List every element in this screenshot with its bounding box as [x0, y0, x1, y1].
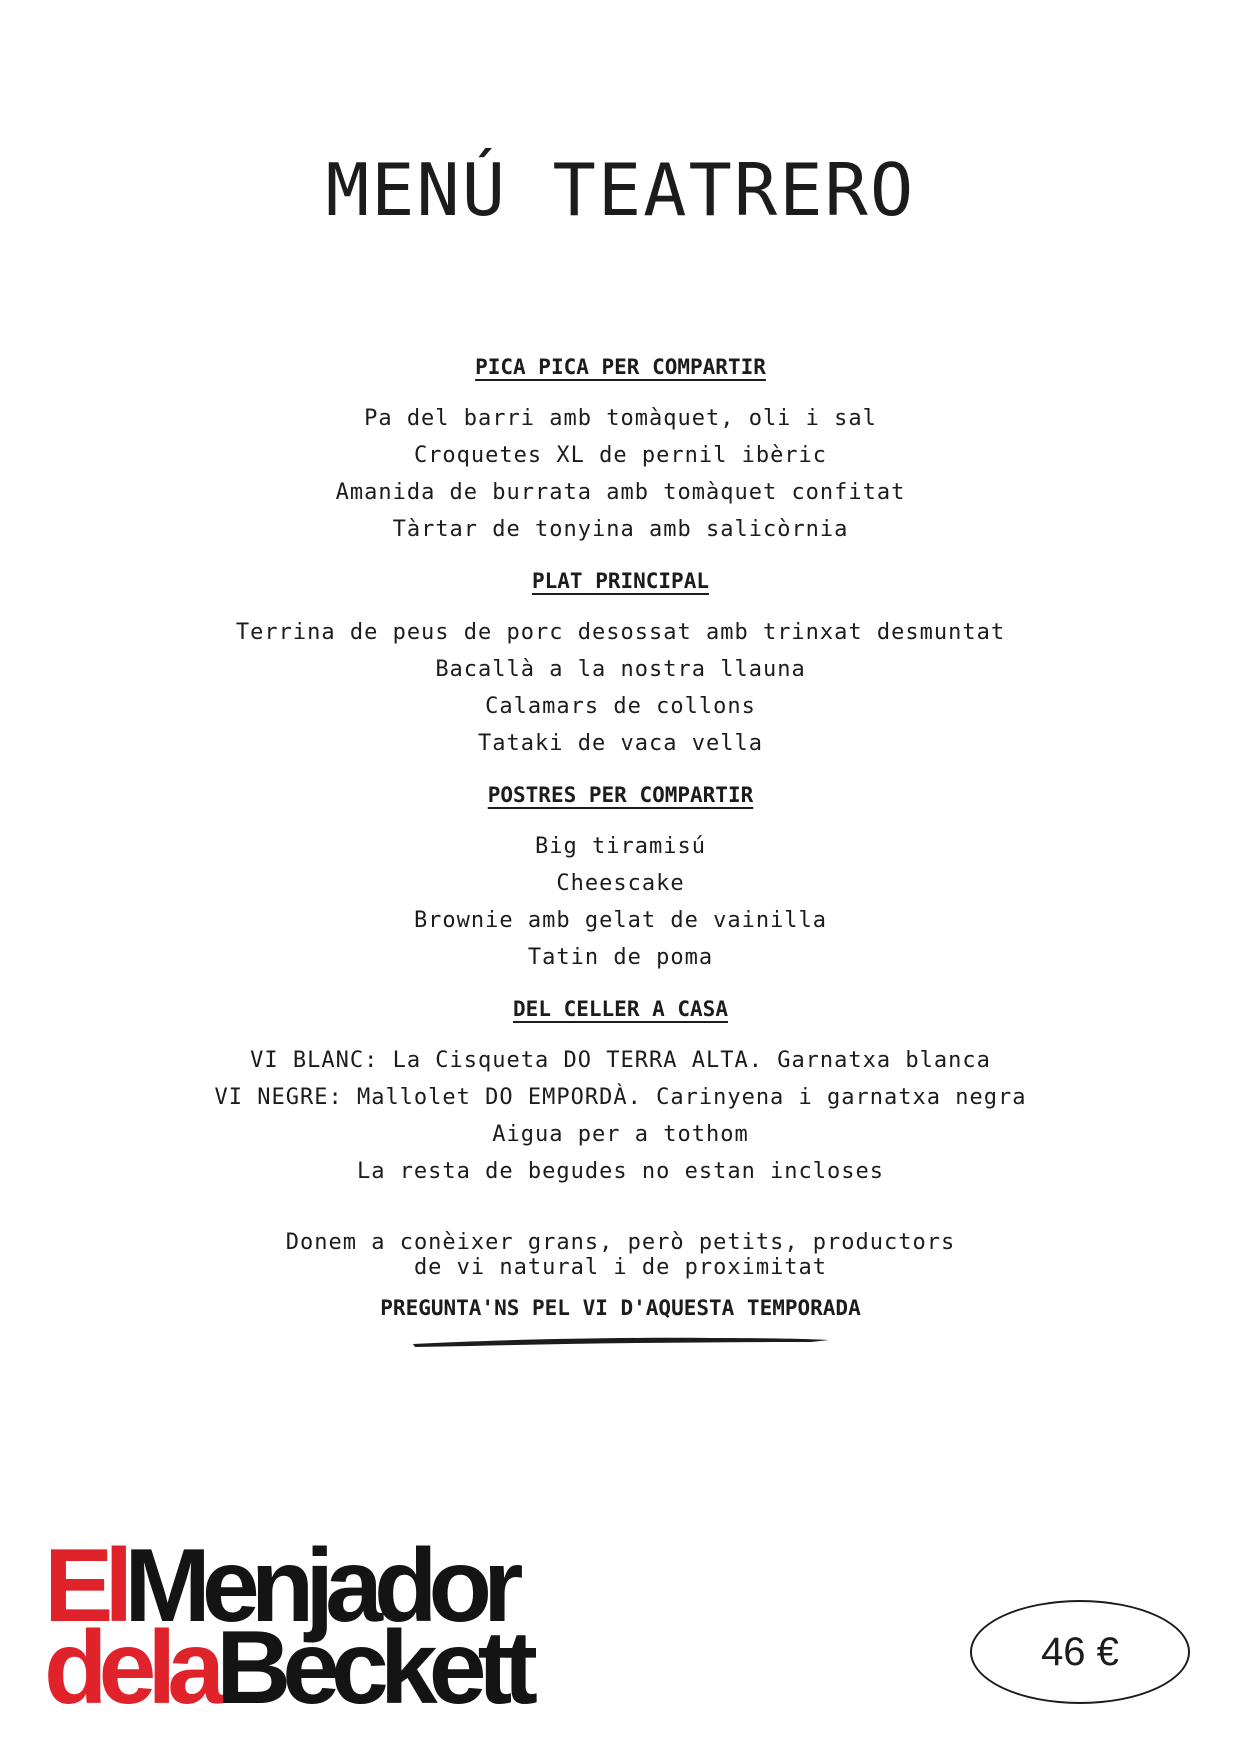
menu-item: Amanida de burrata amb tomàquet confitat: [335, 480, 906, 505]
section-items: [0, 1042, 1241, 1190]
price-value: 46 €: [1041, 1629, 1119, 1674]
section-heading: PLAT PRINCIPAL: [531, 569, 709, 593]
section-items: [0, 400, 1241, 548]
section-celler: [0, 994, 1241, 1190]
menu-item: VI NEGRE: Mallolet DO EMPORDÀ. Carinyena i garnatxa negra: [214, 1085, 1027, 1110]
section-heading: PICA PICA PER COMPARTIR: [475, 355, 766, 379]
wine-note-line: de vi natural i de proximitat: [413, 1255, 828, 1280]
menu-body: [0, 352, 1241, 1348]
menu-item: Bacallà a la nostra llauna: [435, 657, 806, 682]
logo-text-beckett: Beckett: [216, 1610, 529, 1726]
menu-item: Pa del barri amb tomàquet, oli i sal: [364, 406, 877, 431]
menu-item: Tataki de vaca vella: [478, 731, 763, 756]
logo-text-dela: dela: [44, 1610, 217, 1726]
menu-item: Cheescake: [556, 871, 685, 896]
wine-note: [0, 1230, 1241, 1280]
brush-stroke-divider: [411, 1334, 831, 1348]
section-heading: DEL CELLER A CASA: [513, 997, 728, 1021]
menu-item: Tatin de poma: [527, 945, 714, 970]
section-postres: [0, 780, 1241, 976]
menu-item: La resta de begudes no estan incloses: [356, 1159, 885, 1184]
wine-cta: PREGUNTA'NS PEL VI D'AQUESTA TEMPORADA: [380, 1296, 861, 1320]
section-items: [0, 828, 1241, 976]
section-heading: POSTRES PER COMPARTIR: [487, 783, 754, 807]
price-badge: [970, 1600, 1190, 1704]
menu-item: Big tiramisú: [535, 834, 706, 859]
wine-note-line: Donem a conèixer grans, però petits, productors: [285, 1230, 956, 1255]
menu-item: VI BLANC: La Cisqueta DO TERRA ALTA. Garnatxa blanca: [250, 1048, 991, 1073]
menu-item: Croquetes XL de pernil ibèric: [413, 443, 828, 468]
section-plat-principal: [0, 566, 1241, 762]
section-items: [0, 614, 1241, 762]
menu-item: Aigua per a tothom: [492, 1122, 749, 1147]
menu-title: MENÚ TEATRERO: [325, 148, 916, 232]
menu-item: Terrina de peus de porc desossat amb trinxat desmuntat: [235, 620, 1006, 645]
logo-text-menjador: Menjador: [124, 1528, 515, 1644]
menu-item: Tàrtar de tonyina amb salicòrnia: [392, 517, 849, 542]
section-pica-pica: [0, 352, 1241, 548]
menu-item: Brownie amb gelat de vainilla: [413, 908, 828, 933]
logo-text-el: El: [44, 1528, 125, 1644]
menu-item: Calamars de collons: [485, 694, 756, 719]
restaurant-logo: [44, 1528, 644, 1726]
